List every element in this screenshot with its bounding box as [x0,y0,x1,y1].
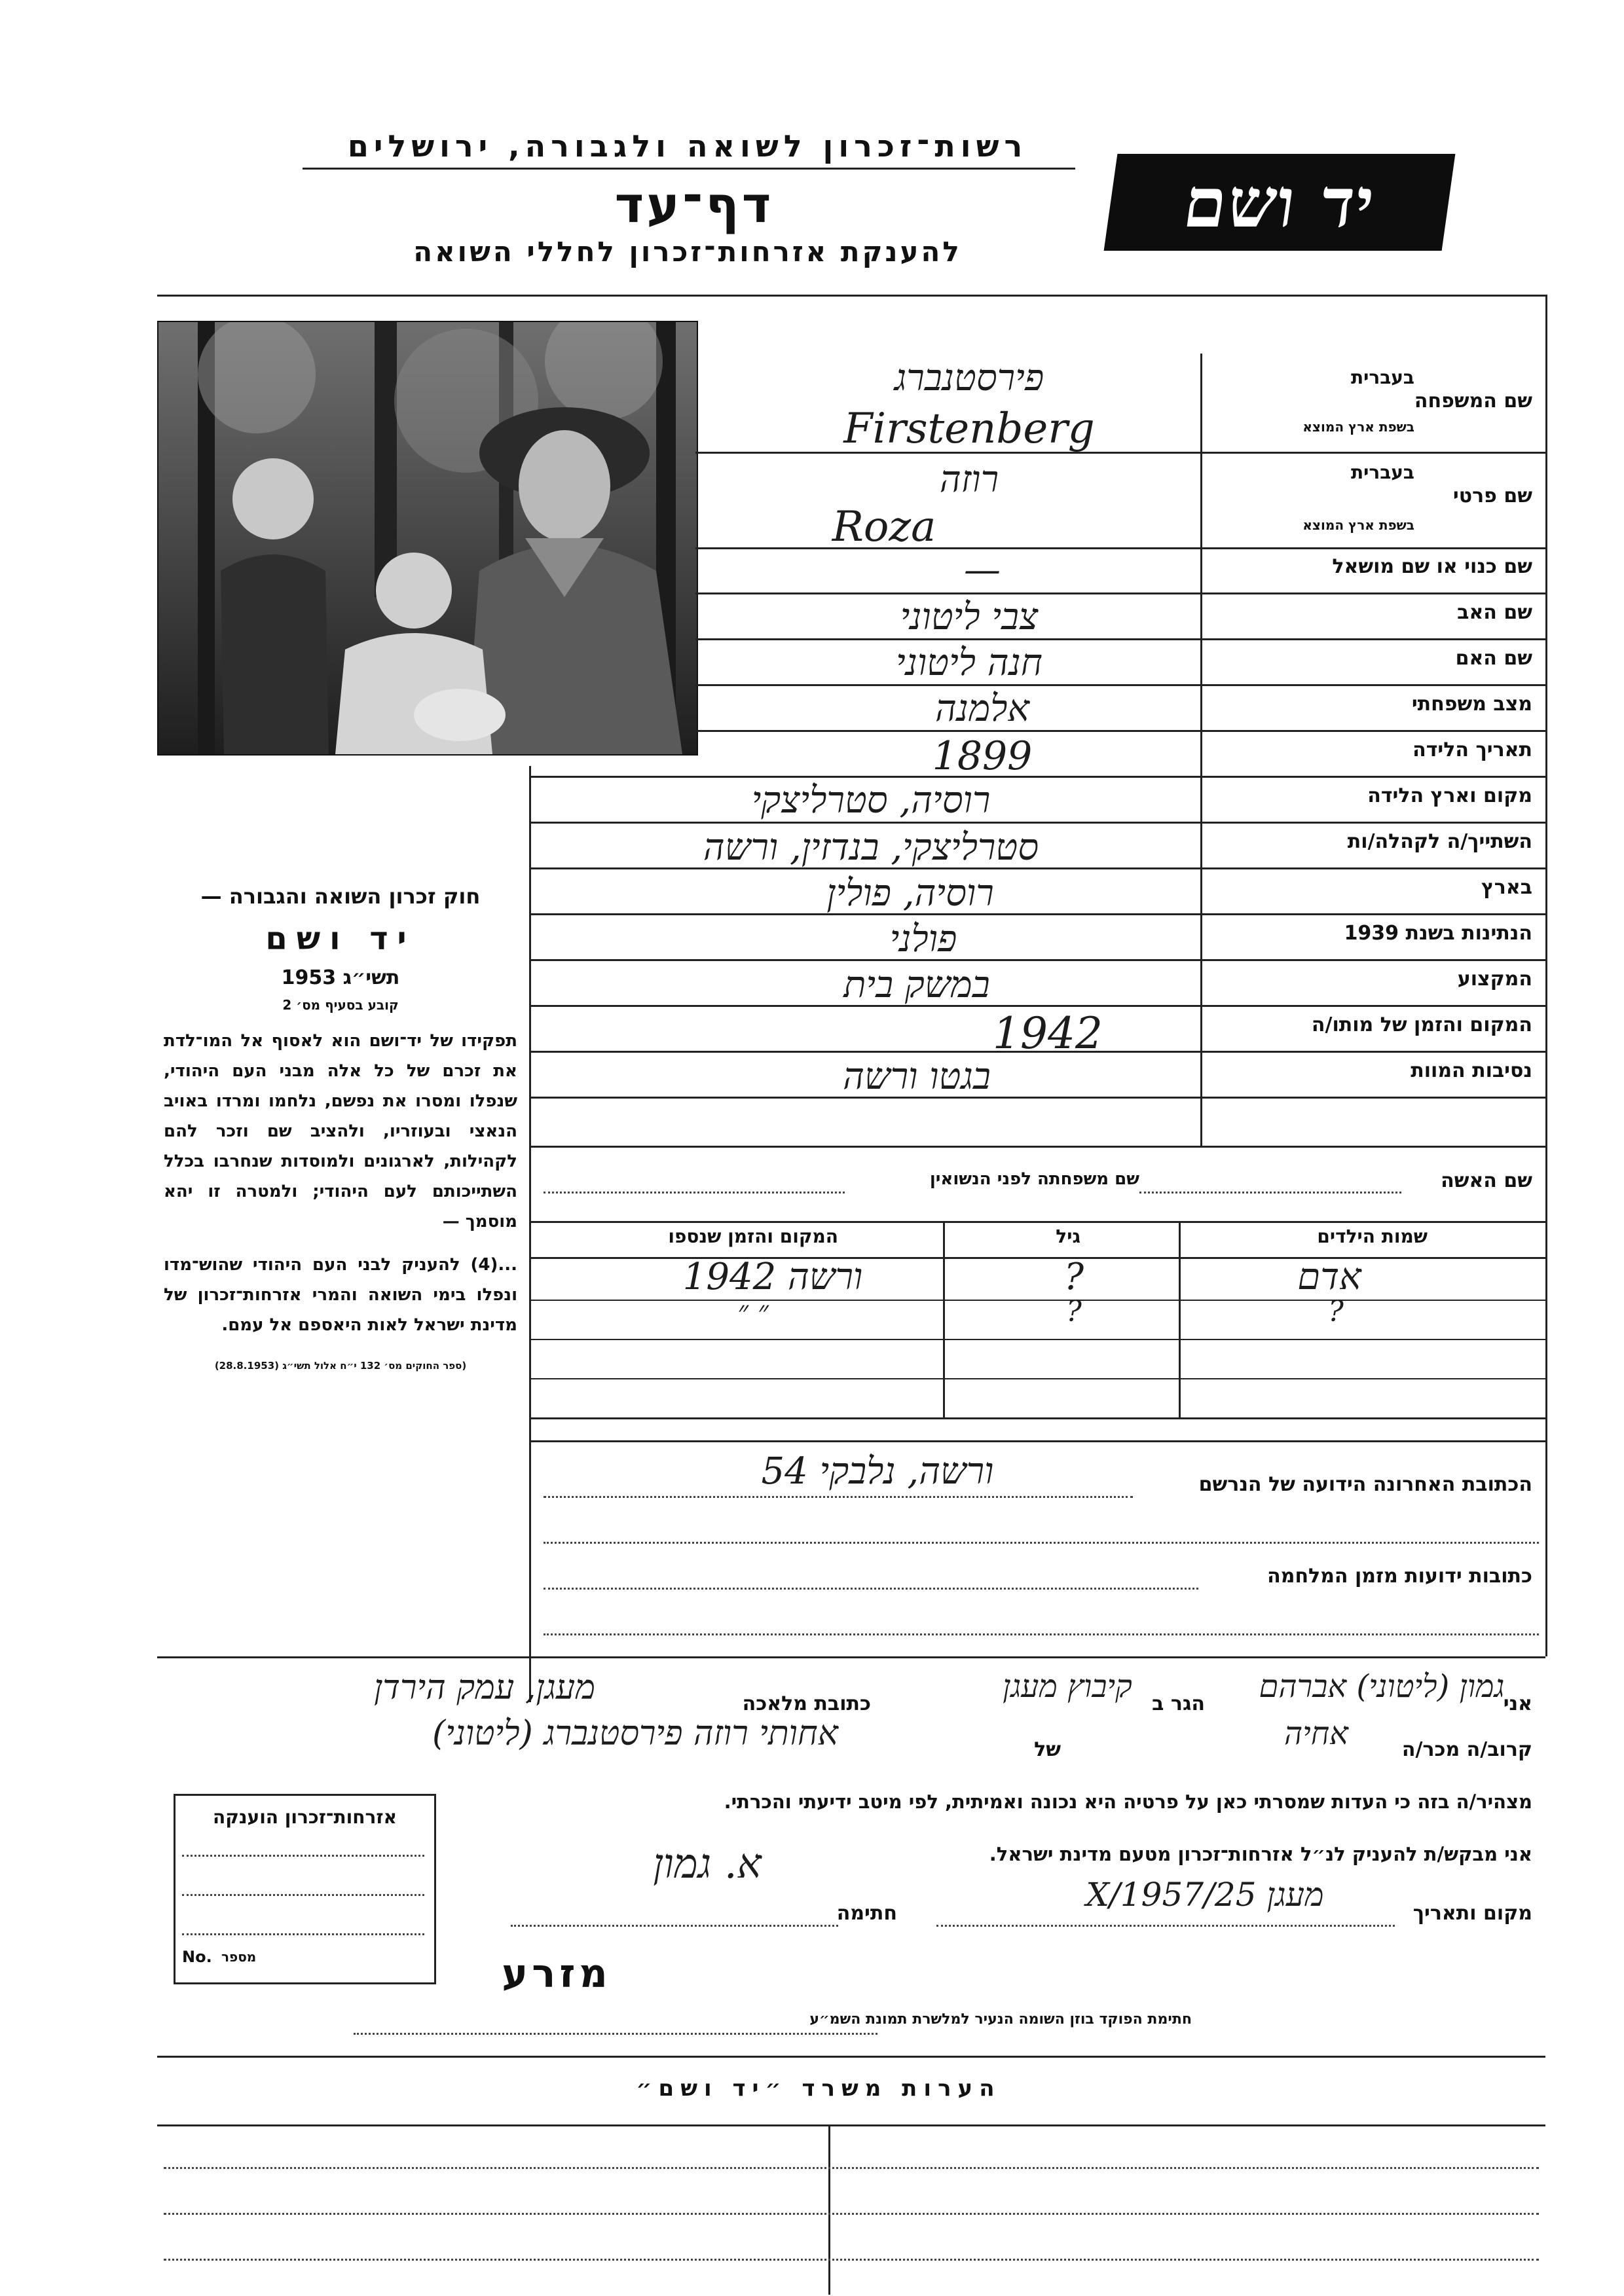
grid-left-border [529,766,531,1702]
grid-top-line [157,295,1545,297]
declaration-text: מצהיר/ה בזה כי העדות שמסרתי כאן על פרטיה היא נכונה ואמיתית, לפי מיטב ידיעתי והכרתי. [724,1791,1532,1813]
law-year: תשי״ג 1953 [281,966,400,989]
in-hebrew-label-2: בעברית [1350,462,1414,483]
father-name-value: צבי ליטוני [900,596,1039,638]
country-label: בארץ [1481,876,1532,899]
signature-label: חתימה [836,1902,897,1925]
family-name-origin-value: Firstenberg [843,405,1095,453]
wartime-dotline [544,1588,1198,1590]
citizenship-no-label: No. [182,1948,212,1966]
form-subtitle: להענקת אזרחות־זכרון לחללי השואה [413,236,962,268]
law-text-1: תפקידו של יד־ושם הוא לאסוף אל המו־לדת את זכרם של כל אלה מבני העם היהודי, שנפלו ומסרו את נפשם, נלחמו ומרדו באויב הנאצי ובעוזריו, ולהציב שם וזכר להם לקהילות, לארגונים ולמוסדות שנחרבו בכלל השתייכותם לעם היהודי; ולמטרה זו יהא מוסמך — [164,1031,517,1231]
authority-title: רשות־זכרון לשואה ולגבורה, ירושלים [347,128,1028,164]
first-name-origin-value: Roza [832,503,936,551]
officer-signature-label: חתימת הפוקד בוזן השומה הנעיר למלשרת תמונת השמ״ע [809,2011,1192,2028]
place-date-dotline [936,1925,1395,1927]
declarant-resident-label: הגר ב [1152,1692,1205,1715]
declarant-work-value: מעגן, עמק הירדן [373,1668,596,1707]
in-hebrew-label: בעברית [1350,367,1414,388]
wife-name-dotline [1139,1192,1401,1194]
declarant-work-label: כתובת מלאכה [742,1692,871,1715]
row-line [529,1440,1545,1442]
request-text: אני מבקש/ת להעניק לנ״ל אזרחות־זכרון מטעם מדינת ישראל. [989,1843,1532,1865]
origin-language-label: בשפת ארץ המוצא [1302,419,1414,435]
children-death-header: המקום והזמן שנספו [668,1226,838,1247]
child-1-age: ? [1063,1256,1084,1298]
of-value: אחותי רוזה פירסטנברג (ליטוני) [432,1714,838,1753]
last-address-label: הכתובת האחרונה הידועה של הנרשם [1198,1473,1532,1496]
citizenship-1939-label: הנתינות בשנת 1939 [1344,922,1532,945]
citizenship-number-label: מספר [221,1949,257,1965]
wartime-dotline-2 [544,1633,1539,1635]
signature-dotline [511,1925,838,1927]
children-row-line [529,1417,1545,1419]
law-box [164,884,517,1372]
children-names-header: שמות הילדים [1317,1226,1428,1247]
last-address-value: ורשה, נלבקי 54 [761,1450,994,1493]
death-circumstances-label: נסיבות המוות [1411,1059,1532,1082]
declarant-top-line [157,1656,1545,1658]
father-name-label: שם האב [1457,601,1532,624]
profession-value: במשק בית [843,964,990,1006]
last-address-dotline [544,1496,1133,1498]
portrait-photo [157,321,698,756]
nickname-label: שם כנוי או שם מושאל [1332,555,1532,578]
death-place-time-value: 1942 [993,1008,1103,1059]
family-name-hebrew-value: פירסטנברג [894,357,1044,399]
of-label: של [1034,1738,1061,1761]
wife-name-label: שם האשה [1441,1169,1532,1192]
maiden-name-label: שם משפחתה לפני הנשואין [929,1169,1139,1189]
row-line [695,592,1545,594]
citizenship-1939-value: פולני [889,918,957,960]
officer-signature-dotline [354,2033,877,2035]
relative-label: קרוב/ה מכר/ה [1401,1738,1532,1761]
child-2-name: ? [1328,1295,1344,1328]
office-dotline [164,2259,1539,2261]
maiden-name-dotline [544,1192,845,1194]
row-line [529,1146,1545,1148]
row-line [695,684,1545,686]
mother-name-label: שם האם [1455,647,1532,670]
office-dotline [164,2213,1539,2215]
first-name-label: שם פרטי [1452,484,1532,507]
children-col-divider [1179,1221,1181,1417]
community-label: השתייך/ה לקהלה/ות [1347,830,1532,853]
country-value: רוסיה, פולין [826,872,994,915]
death-place-time-label: המקום והזמן של מותו/ה [1311,1013,1532,1036]
row-line [695,638,1545,640]
children-col-divider [943,1221,945,1417]
law-title: חוק זכרון השואה והגבורה — [200,884,481,909]
office-dotline [164,2167,1539,2169]
children-row-line [529,1378,1545,1379]
child-1-place: ורשה 1942 [682,1256,863,1298]
profession-label: המקצוע [1457,968,1532,991]
death-circumstances-value: בגטו ורשה [843,1055,991,1098]
children-table-top [529,1221,1545,1223]
grid-label-divider [1200,354,1202,1146]
marital-status-label: מצב משפחתי [1411,693,1532,716]
child-2-age: ? [1066,1295,1082,1328]
row-line [695,730,1545,732]
citizenship-box-line [182,1855,424,1857]
relative-value: אחיה [1284,1715,1348,1752]
child-2-place: ״ ״ [737,1295,769,1328]
nickname-value: — [964,549,1001,591]
declarant-resident-value: קיבוץ מעגן [1003,1668,1132,1705]
law-footnote: (ספר החוקים מס׳ 132 י״ח אלול תשי״ג (28.8.1953) [214,1360,467,1372]
birth-place-value: רוסיה, סטרליצקי [751,779,991,822]
citizenship-box-line [182,1933,424,1935]
mother-name-value: חנה ליטוני [896,642,1043,684]
children-row-line [529,1339,1545,1340]
photo-illustration [158,322,697,754]
row-line [529,822,1545,824]
law-name: יד ושם [265,920,416,957]
citizenship-box-title: אזרחות־זכרון הוענקה [213,1806,397,1828]
grid-right-border [1545,295,1547,1656]
official-stamp: מזרע [502,1951,612,1997]
child-1-name: אדם [1297,1256,1361,1298]
authority-underline [303,168,1075,170]
wartime-address-label: כתובות ידועות מזמן המלחמה [1267,1565,1532,1588]
law-clause: קובע בסעיף מס׳ 2 [282,997,399,1013]
birth-date-value: 1899 [932,733,1033,779]
marital-status-value: אלמנה [934,687,1030,730]
law-text-2: ...(4) להעניק לבני העם היהודי שהוש־מדו ונפלו בימי השואה והמרי אזרחות־זכרון של מדינת ישראל לאות היאספם אל עמם. [164,1255,517,1335]
family-name-label: שם המשפחה [1414,390,1532,412]
community-value: סטרליצקי, בנדזין, ורשה [703,826,1039,869]
office-top-line [157,2056,1545,2058]
yad-vashem-logo [1104,154,1456,251]
office-divider [828,2124,830,2295]
declarant-name-value: גמון (ליטוני) אברהם [1259,1668,1505,1705]
birth-date-label: תאריך הלידה [1412,738,1532,761]
declarant-i-label: אני [1503,1692,1532,1715]
origin-language-label-2: בשפת ארץ המוצא [1302,517,1414,533]
form-title: דף־עד [614,175,774,234]
office-remarks-title: הערות משרד ״יד ושם״ [636,2075,1001,2102]
place-date-label: מקום ותאריך [1412,1902,1532,1925]
children-age-header: גיל [1056,1226,1080,1247]
citizenship-granted-box [174,1794,436,1984]
birth-place-label: מקום וארץ הלידה [1367,784,1532,807]
citizenship-box-line [182,1894,424,1896]
address-dotline [544,1542,1539,1544]
signature-value: א. גמון [653,1840,762,1887]
first-name-hebrew-value: רוזה [939,458,999,501]
office-header-line [157,2124,1545,2126]
place-date-value: מעגן 25/X/1957 [1086,1876,1324,1914]
logo-text: יד ושם [1179,162,1380,243]
